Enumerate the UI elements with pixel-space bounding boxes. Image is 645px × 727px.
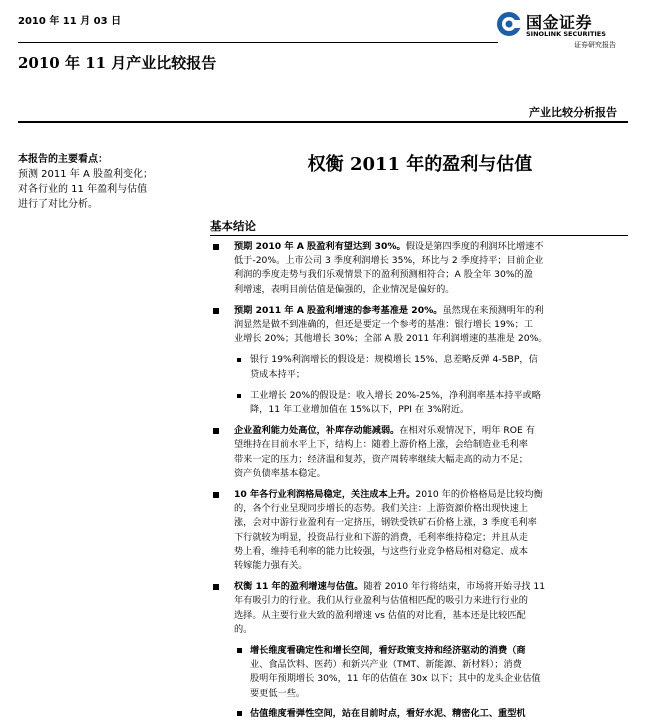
bullet-text: 带来一定的压力；经济温和复苏，资产周转率继续大幅走高的动力不足； <box>234 453 528 465</box>
main-title: 权衡 2011 年的盈利与估值 <box>307 154 533 175</box>
sub-bullet-text: 股明年预期增长 30%，11 年的估值在 30x 以下；其中的龙头企业估值 <box>250 673 541 685</box>
bullet-text: 虽然现在来预测明年的利 <box>442 304 544 316</box>
highlights-sidebar <box>18 152 190 212</box>
bullet-text: 业增长 20%；其他增长 30%；全部 A 股 2011 年利润增速的基准是 20%。 <box>234 333 548 345</box>
bullet-text: 随着 2010 年行将结束，市场将开始寻找 11 <box>363 581 546 593</box>
conclusion-bullet <box>210 580 624 637</box>
report-category: 产业比较分析报告 <box>529 106 617 119</box>
bullet-text: 假设是第四季度的利润环比增速不 <box>405 241 544 252</box>
section-heading: 基本结论 <box>210 219 256 233</box>
sub-bullet-text: 工业增长 20%的假设是：收入增长 20%-25%，净利润率基本持平或略 <box>250 389 541 401</box>
bullet-text: 2010 年的价格格局是比较均衡 <box>415 489 543 501</box>
bullet-text: 选择。从主要行业大致的盈利增速 vs 估值的对比看，基本还是比较匹配 <box>234 609 526 621</box>
sidebar-line: 对各行业的 11 年盈利与估值 <box>18 184 148 195</box>
sub-bullet <box>210 644 624 701</box>
bullet-text: 资产负债率基本稳定。 <box>234 467 326 479</box>
bullet-lead: 权衡 11 年的盈利增速与估值。 <box>234 581 364 593</box>
sub-bullet-lead: 增长维度看确定性和增长空间，看好政策支持和经济驱动的消费（商 <box>250 645 526 657</box>
bullet-lead: 10 年各行业利润格局稳定，关注成本上升。 <box>234 489 416 501</box>
bullet-text: 年有吸引力的行业。我们从行业盈利与估值相匹配的吸引力来进行行业的 <box>234 595 528 607</box>
bullet-text: 涨，会对中游行业盈利有一定挤压，钢铁受铁矿石价格上涨，3 季度毛利率 <box>234 517 537 529</box>
report-date: 2010 年 11 月 03 日 <box>18 16 122 27</box>
sub-bullet <box>210 389 624 417</box>
logo-chinese-name: 国金证券 <box>526 13 593 32</box>
sinolink-logo-icon <box>496 11 522 37</box>
report-title: 2010 年 11 月产业比较报告 <box>18 54 217 72</box>
header-divider <box>18 42 498 43</box>
bullet-text: 的，各个行业呈现同步增长的态势。我们关注：上游资源价格出现快速上 <box>234 503 528 515</box>
category-divider <box>18 121 628 123</box>
sub-bullet-text: 降，11 年工业增加值在 15%以下，PPI 在 3%附近。 <box>250 404 470 416</box>
bullet-lead: 预期 2011 年 A 股盈利增速的参考基准是 20%。 <box>234 304 443 316</box>
conclusion-list <box>210 240 624 727</box>
conclusion-bullet <box>210 488 624 573</box>
logo-english-name: SINOLINK SECURITIES <box>526 30 606 38</box>
conclusion-bullet <box>210 424 624 481</box>
sidebar-line: 进行了对比分析。 <box>18 199 98 210</box>
sub-bullet <box>210 353 624 381</box>
bullet-text: 望维持在目前水平上下，结构上：随着上游价格上涨，会给制造业毛利率 <box>234 439 528 451</box>
bullet-text: 低于-20%。上市公司 3 季度利润增长 35%，环比与 2 季度持平；目前企业 <box>234 255 544 267</box>
bullet-text: 的。 <box>234 623 253 635</box>
sub-bullet-lead: 估值维度看弹性空间，站在目前时点，看好水泥、精密化工、重型机 <box>250 707 526 719</box>
sub-bullet-text: 银行 19%利润增长的假设是：规模增长 15%、息差略反弹 4-5BP，信 <box>250 354 538 366</box>
bullet-lead: 企业盈利能力处高位，补库存动能减弱。 <box>234 425 400 437</box>
section-divider <box>210 235 628 236</box>
bullet-text: 下行就较为明显，投资品行业和下游的消费，毛利率维持稳定；并且从走 <box>234 531 528 543</box>
bullet-text: 转嫁能力强有关。 <box>234 560 308 572</box>
bullet-text: 在相对乐观情况下，明年 ROE 有 <box>399 425 535 437</box>
conclusion-bullet <box>210 240 624 297</box>
sub-bullet-text: 要更低一些。 <box>250 687 306 699</box>
company-logo <box>496 10 636 50</box>
conclusion-bullet <box>210 304 624 347</box>
bullet-lead: 预期 2010 年 A 股盈利有望达到 30%。 <box>234 241 406 252</box>
bullet-text: 势上看，维持毛利率的能力比较强，与这些行业竞争格局相对稳定、成本 <box>234 545 528 557</box>
sidebar-line: 预测 2011 年 A 股盈利变化； <box>18 169 154 180</box>
sub-bullet-text: 贷成本持平； <box>250 368 306 380</box>
logo-subtitle: 证券研究报告 <box>574 41 616 49</box>
sub-bullet-text: 业、食品饮料、医药）和新兴产业（TMT、新能源、新材料）；消费 <box>250 659 522 671</box>
bullet-text: 利增速，表明目前估值是偏强的，企业情况是偏好的。 <box>234 283 455 295</box>
bullet-text: 利润的季度走势与我们乐观情景下的盈利预测相符合；A 股全年 30%的盈 <box>234 269 533 281</box>
sub-bullet <box>210 707 624 721</box>
bullet-text: 润显然是做不到准确的，但还是要定一个参考的基准：银行增长 19%；工 <box>234 319 533 331</box>
sidebar-heading: 本报告的主要看点： <box>18 154 108 165</box>
